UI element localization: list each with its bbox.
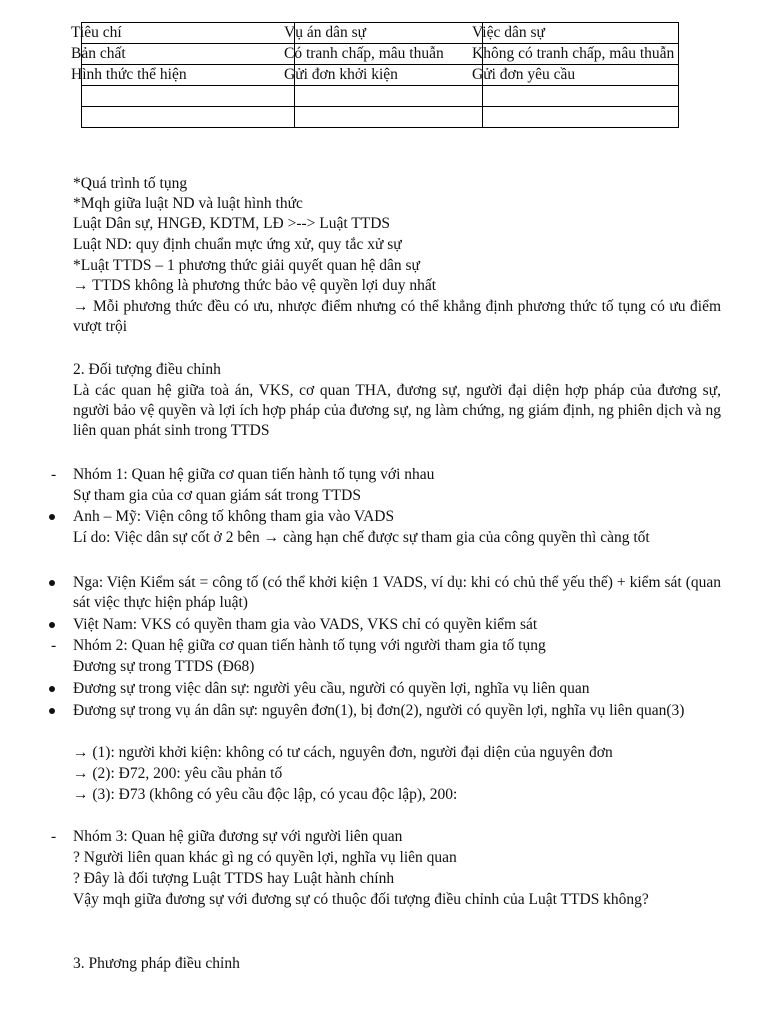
bullet-icon [49,622,55,628]
text-line: Đương sự trong TTDS (Đ68) [73,658,255,675]
bullet-icon [49,686,55,692]
table-row [82,107,679,128]
table-header-row [82,23,679,44]
table-cell [472,65,679,86]
text-paragraph: Là các quan hệ giữa toà án, VKS, cơ quan THA, đương sự, người đại diện hợp pháp của đương sự, người bảo vệ quyền và lợi ích hợp pháp của đương sự, ng làm chứng, ng giám định, ng phiên dịch và ng liên quan phát sinh trong TTDS [73,382,721,439]
table-row [82,86,679,107]
table-cell [71,44,295,65]
table-cell [295,86,483,107]
question-line: ? Người liên quan khác gì ng có quyền lợi, nghĩa vụ liên quan [73,849,457,866]
header-criteria: Tiêu chí [71,24,122,41]
bullet-icon [49,708,55,714]
bullet-item: Việt Nam: VKS có quyền tham gia vào VADS, VKS chỉ có quyền kiểm sát [73,616,538,633]
comparison-table [71,22,679,128]
table-cell [284,65,483,86]
cell-text: Gửi đơn khởi kiện [284,66,398,83]
section-heading: 2. Đối tượng điều chỉnh [73,361,221,378]
bullet-item: Đương sự trong việc dân sự: người yêu cầu, người có quyền lợi, nghĩa vụ liên quan [73,680,590,697]
bullet-item: Anh – Mỹ: Viện công tố không tham gia vào VADS [73,508,395,525]
text-line: → TTDS không là phương thức bảo vệ quyền lợi duy nhất [73,277,437,294]
table-cell [483,86,679,107]
bullet-item: Nga: Viện Kiểm sát = công tố (có thể khởi kiện 1 VADS, ví dụ: khi có chủ thể yếu thế) + kiểm sát (quan sát việc thực hiện pháp luật) [73,574,721,611]
table-cell [472,44,679,65]
text-line: Luật Dân sự, HNGĐ, KDTM, LĐ >--> Luật TTDS [73,215,391,232]
text-line: Luật ND: quy định chuẩn mực ứng xử, quy tắc xử sự [73,236,402,253]
dash-marker: - [51,466,57,483]
dash-marker: - [51,828,57,845]
dash-marker: - [51,637,57,654]
text-paragraph: Lí do: Việc dân sự cốt ở 2 bên → càng hạn chế được sự tham gia của công quyền thì càng tốt [73,529,650,546]
text-paragraph: → Mỗi phương thức đều có ưu, nhược điểm nhưng có thể khẳng định phương thức tố tụng có ưu điểm vượt trội [73,298,721,335]
bullet-icon [49,580,55,586]
table-cell [71,23,295,44]
table-cell [71,65,295,86]
table-cell [483,107,679,128]
cell-text: Có tranh chấp, mâu thuẫn [284,45,444,62]
header-civil-case: Vụ án dân sự [284,24,367,41]
text-paragraph: Vậy mqh giữa đương sự với đương sự có thuộc đối tượng điều chỉnh của Luật TTDS không? [73,891,649,908]
arrow-item: → (1): người khởi kiện: không có tư cách, nguyên đơn, người đại diện của nguyên đơn [73,744,613,761]
table-cell [82,107,295,128]
cell-text: Gửi đơn yêu cầu [472,66,576,83]
table-cell [82,86,295,107]
text-line: *Luật TTDS – 1 phương thức giải quyết quan hệ dân sự [73,257,420,274]
table-row [82,44,679,65]
header-civil-matter: Việc dân sự [472,24,545,41]
arrow-item: → (2): Đ72, 200: yêu cầu phản tố [73,765,283,782]
group-heading: Nhóm 1: Quan hệ giữa cơ quan tiến hành tố tụng với nhau [73,466,435,483]
cell-text: Hình thức thể hiện [71,66,187,83]
table-cell [284,23,483,44]
arrow-item: → (3): Đ73 (không có yêu cầu độc lập, có ycau độc lập), 200: [73,786,458,803]
table-cell [295,107,483,128]
table-cell [284,44,483,65]
group-heading: Nhóm 2: Quan hệ giữa cơ quan tiến hành tố tụng với người tham gia tố tụng [73,637,546,654]
text-line: *Quá trình tố tụng [73,175,188,192]
bullet-icon [49,514,55,520]
table-row [82,65,679,86]
text-line: *Mqh giữa luật ND và luật hình thức [73,195,303,212]
question-line: ? Đây là đối tượng Luật TTDS hay Luật hành chính [73,870,395,887]
text-line: Sự tham gia của cơ quan giám sát trong TTDS [73,487,361,504]
bullet-item: Đương sự trong vụ án dân sự: nguyên đơn(1), bị đơn(2), người có quyền lợi, nghĩa vụ liên quan(3) [73,702,685,719]
section-heading: 3. Phương pháp điều chỉnh [73,955,240,972]
table-cell [472,23,679,44]
cell-text: Bản chất [71,45,126,62]
cell-text: Không có tranh chấp, mâu thuẫn [472,45,675,62]
group-heading: Nhóm 3: Quan hệ giữa đương sự với người liên quan [73,828,403,845]
